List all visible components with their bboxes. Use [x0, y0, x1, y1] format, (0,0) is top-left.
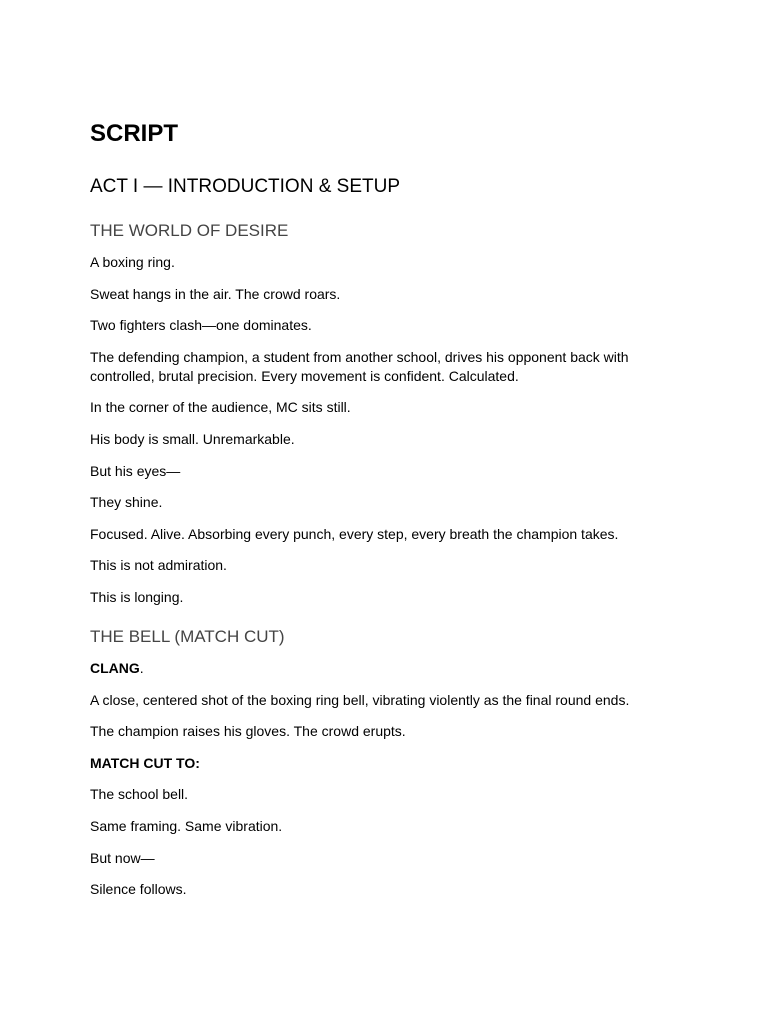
- script-line: But now—: [90, 849, 155, 866]
- script-line: A boxing ring.: [90, 254, 175, 270]
- script-line: They shine.: [90, 494, 163, 511]
- script-line: But his eyes—: [90, 462, 181, 479]
- script-line: Focused. Alive. Absorbing every punch, every step, every breath the champion takes.: [90, 525, 619, 542]
- script-line: A close, centered shot of the boxing ring bell, vibrating violently as the final round ends.: [90, 691, 630, 708]
- document-body: [90, 118, 650, 899]
- script-line: In the corner of the audience, MC sits still.: [90, 399, 351, 416]
- clang-period: .: [139, 659, 144, 676]
- script-line: The defending champion, a student from another school, drives his opponent back with controlled, brutal precision. Every movement is confident. Calculated.: [90, 348, 629, 384]
- script-line: Sweat hangs in the air. The crowd roars.: [90, 285, 341, 302]
- script-line: The school bell.: [90, 786, 189, 803]
- transition-match-cut: MATCH CUT TO:: [90, 754, 200, 771]
- script-line: This is longing.: [90, 588, 184, 605]
- script-line: Same framing. Same vibration.: [90, 817, 283, 834]
- script-line: Silence follows.: [90, 881, 187, 898]
- script-line: Two fighters clash—one dominates.: [90, 317, 312, 334]
- script-line: His body is small. Unremarkable.: [90, 430, 295, 447]
- scene-heading-world-of-desire: THE WORLD OF DESIRE: [90, 221, 289, 240]
- script-line: The champion raises his gloves. The crowd erupts.: [90, 723, 406, 740]
- document-title: SCRIPT: [90, 120, 179, 147]
- act-heading: ACT I — INTRODUCTION & SETUP: [90, 176, 401, 197]
- script-line-clang: [90, 659, 650, 678]
- scene-heading-the-bell: THE BELL (MATCH CUT): [90, 626, 285, 646]
- clang-sound-cue: CLANG: [90, 659, 140, 676]
- script-line: This is not admiration.: [90, 557, 227, 574]
